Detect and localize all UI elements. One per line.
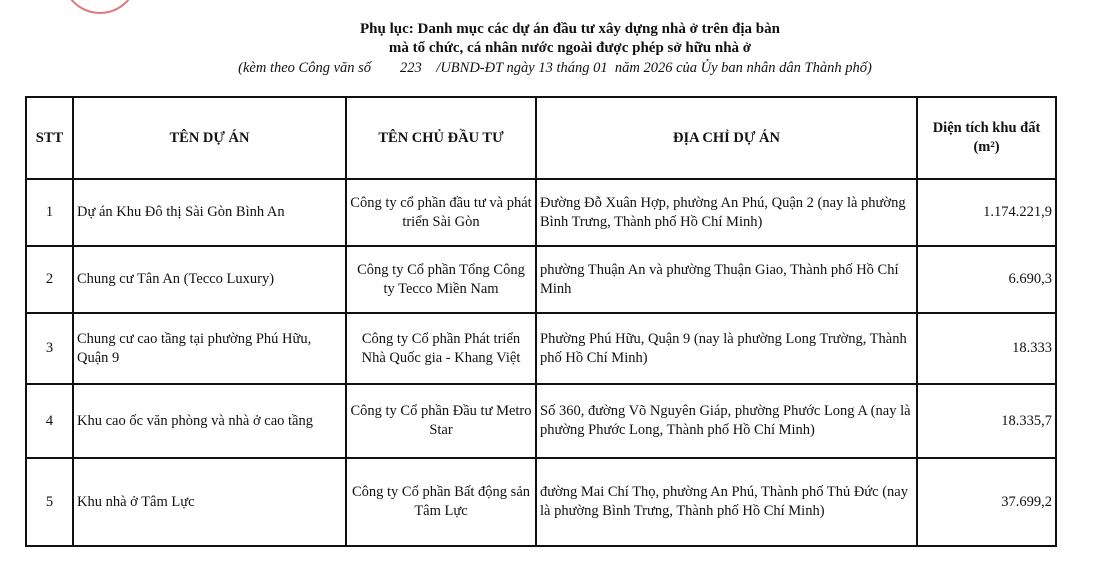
cell-project-name: Khu nhà ở Tâm Lực (73, 458, 346, 546)
header-address: ĐỊA CHỈ DỰ ÁN (536, 97, 917, 179)
cell-stt: 1 (26, 179, 73, 246)
cell-area: 6.690,3 (917, 246, 1056, 313)
table-row (26, 313, 1056, 384)
document-title-line2: mà tổ chức, cá nhân nước ngoài được phép sở hữu nhà ở (388, 40, 752, 56)
table-row (26, 458, 1056, 546)
cell-stt: 3 (26, 313, 73, 384)
table-header-row (26, 97, 1056, 179)
cell-address: Số 360, đường Võ Nguyên Giáp, phường Phước Long A (nay là phường Phước Long, Thành phố Hồ Chí Minh) (536, 384, 917, 458)
table-row (26, 246, 1056, 313)
header-investor: TÊN CHỦ ĐẦU TƯ (346, 97, 536, 179)
header-area-unit: (m²) (973, 139, 1000, 155)
cell-investor: Công ty Cổ phần Phát triển Nhà Quốc gia - Khang Việt (346, 313, 536, 384)
cell-area: 18.333 (917, 313, 1056, 384)
table-row (26, 384, 1056, 458)
official-seal-stamp (62, 0, 138, 14)
cell-project-name: Chung cư Tân An (Tecco Luxury) (73, 246, 346, 313)
header-project-name: TÊN DỰ ÁN (73, 97, 346, 179)
document-header (0, 20, 1100, 78)
cell-area: 1.174.221,9 (917, 179, 1056, 246)
document-title-line1: Phụ lục: Danh mục các dự án đầu tư xây dựng nhà ở trên địa bàn (360, 21, 780, 37)
cell-address: Đường Đỗ Xuân Hợp, phường An Phú, Quận 2 (nay là phường Bình Trưng, Thành phố Hồ Chí Minh) (536, 179, 917, 246)
document-subtitle: (kèm theo Công văn số 223 /UBND-ĐT ngày 13 tháng 01 năm 2026 của Ủy ban nhân dân Thành phố) (238, 60, 872, 76)
header-area-label: Diện tích khu đất (932, 120, 1041, 136)
cell-area: 18.335,7 (917, 384, 1056, 458)
cell-project-name: Dự án Khu Đô thị Sài Gòn Bình An (73, 179, 346, 246)
cell-investor: Công ty Cổ phần Đầu tư Metro Star (346, 384, 536, 458)
cell-stt: 4 (26, 384, 73, 458)
table-row (26, 179, 1056, 246)
cell-project-name: Khu cao ốc văn phòng và nhà ở cao tầng (73, 384, 346, 458)
cell-stt: 2 (26, 246, 73, 313)
cell-address: Phường Phú Hữu, Quận 9 (nay là phường Long Trường, Thành phố Hồ Chí Minh) (536, 313, 917, 384)
cell-area: 37.699,2 (917, 458, 1056, 546)
cell-stt: 5 (26, 458, 73, 546)
project-list-table (25, 96, 1057, 547)
cell-investor: Công ty Cổ phần Tổng Công ty Tecco Miền Nam (346, 246, 536, 313)
cell-investor: Công ty cổ phần đầu tư và phát triển Sài Gòn (346, 179, 536, 246)
cell-address: đường Mai Chí Thọ, phường An Phú, Thành phố Thủ Đức (nay là phường Bình Trưng, Thành phố Hồ Chí Minh) (536, 458, 917, 546)
cell-address: phường Thuận An và phường Thuận Giao, Thành phố Hồ Chí Minh (536, 246, 917, 313)
header-area (917, 97, 1056, 179)
cell-project-name: Chung cư cao tầng tại phường Phú Hữu, Quận 9 (73, 313, 346, 384)
cell-investor: Công ty Cổ phần Bất động sản Tâm Lực (346, 458, 536, 546)
header-stt: STT (26, 97, 73, 179)
